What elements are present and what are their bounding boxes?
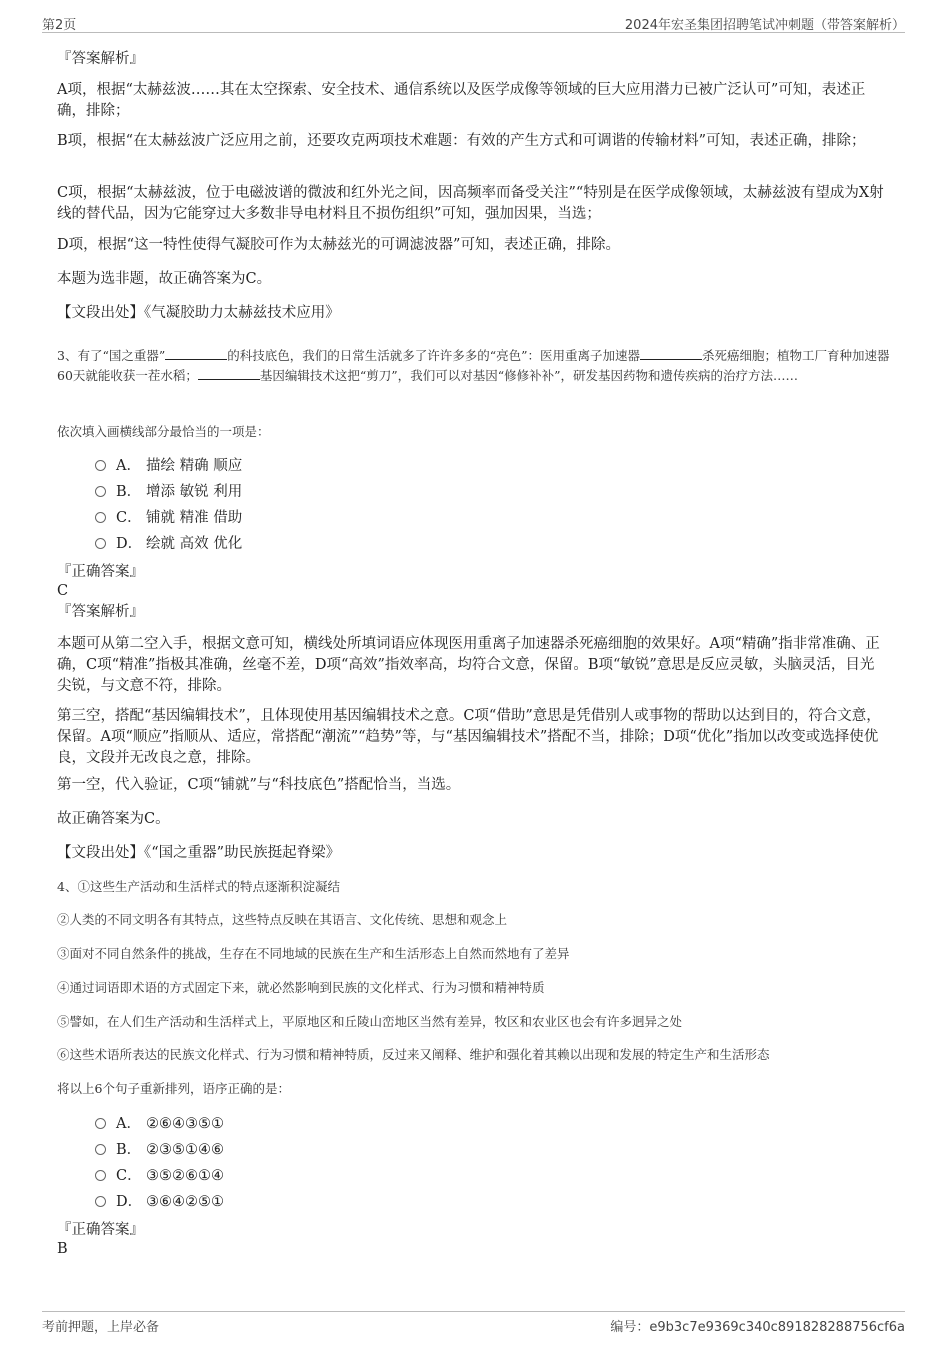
q2-source: 【文段出处】《气凝胶助力太赫兹技术应用》 bbox=[57, 305, 340, 321]
fill-blank-3 bbox=[198, 367, 260, 380]
page-footer bbox=[42, 1311, 905, 1334]
document-title: 2024年宏圣集团招聘笔试冲刺题（带答案解析） bbox=[624, 18, 905, 33]
q4-answer-label: 『正确答案』 bbox=[57, 1222, 144, 1238]
fill-blank-2 bbox=[640, 347, 702, 360]
q2-analysis-b: B项，根据“在太赫兹波广泛应用之前，还要攻克两项技术难题：有效的产生方式和可调谐的传输材料”可知，表述正确，排除； bbox=[57, 133, 866, 149]
q4-option-a[interactable]: A． ②⑥④③⑤① bbox=[95, 1114, 224, 1134]
radio-icon[interactable] bbox=[95, 1170, 106, 1181]
q2-analysis-c: C项，根据“太赫兹波，位于电磁波谱的微波和红外光之间，因高频率而备受关注”“特别是在医学成像领域，太赫兹波有望成为X射线的替代品，因为它能穿过大多数非导电材料且不损伤组织”可知，强加因果，当选； bbox=[57, 185, 884, 222]
radio-icon[interactable] bbox=[95, 1144, 106, 1155]
q3-analysis-1: 本题可从第二空入手，根据文意可知，横线处所填词语应体现医用重离子加速器杀死癌细胞的效果好。A项“精确”指非常准确、正确，C项“精准”指极其准确，丝毫不差，D项“高效”指效率高，均符合文意，保留。B项“敏锐”意思是反应灵敏，头脑灵活，目光尖锐，与文意不符，排除。 bbox=[57, 636, 880, 694]
q3-analysis-2: 第三空，搭配“基因编辑技术”，且体现使用基因编辑技术之意。C项“借助”意思是凭借别人或事物的帮助以达到目的，符合文意，保留。A项“顺应”指顺从、适应，常搭配“潮流”“趋势”等，与“基因编辑技术”搭配不当，排除；D项“优化”指加以改变或选择使优良，文段并无改良之意，排除。 bbox=[57, 708, 881, 766]
q4-option-c[interactable]: C． ③⑤②⑥①④ bbox=[95, 1166, 224, 1186]
page-header bbox=[42, 12, 905, 33]
q3-analysis-3: 第一空，代入验证，C项“铺就”与“科技底色”搭配恰当，当选。 bbox=[57, 777, 461, 793]
footer-slogan: 考前押题，上岸必备 bbox=[42, 1320, 160, 1335]
q4-sentence-6: ⑥这些术语所表达的民族文化样式、行为习惯和精神特质，反过来又阐释、维护和强化着其赖以出现和发展的特定生产和生活形态 bbox=[57, 1047, 770, 1062]
page-number: 第2页 bbox=[42, 18, 77, 33]
q3-answer-label: 『正确答案』 bbox=[57, 564, 144, 580]
q4-prompt: 将以上6个句子重新排列，语序正确的是： bbox=[57, 1081, 290, 1096]
radio-icon[interactable] bbox=[95, 512, 106, 523]
q2-analysis-d: D项，根据“这一特性使得气凝胶可作为太赫兹光的可调滤波器”可知，表述正确，排除。 bbox=[57, 237, 620, 253]
radio-icon[interactable] bbox=[95, 1196, 106, 1207]
radio-icon[interactable] bbox=[95, 460, 106, 471]
q3-option-d[interactable]: D． 绘就 高效 优化 bbox=[95, 534, 242, 554]
document-id: 编号：e9b3c7e9369c340c891828288756cf6a bbox=[610, 1320, 905, 1335]
radio-icon[interactable] bbox=[95, 1118, 106, 1129]
q3-conclusion: 故正确答案为C。 bbox=[57, 811, 170, 827]
fill-blank-1 bbox=[165, 347, 227, 360]
radio-icon[interactable] bbox=[95, 486, 106, 497]
q2-analysis-a: A项，根据“太赫兹波……其在太空探索、安全技术、通信系统以及医学成像等领域的巨大应用潜力已被广泛认可”可知，表述正确，排除； bbox=[57, 82, 866, 119]
q3-analysis-label: 『答案解析』 bbox=[57, 604, 144, 620]
q3-option-a[interactable]: A． 描绘 精确 顺应 bbox=[95, 456, 242, 476]
q3-option-c[interactable]: C． 铺就 精准 借助 bbox=[95, 508, 242, 528]
q2-analysis-label: 『答案解析』 bbox=[57, 51, 144, 67]
q4-sentence-4: ④通过词语即术语的方式固定下来，就必然影响到民族的文化样式、行为习惯和精神特质 bbox=[57, 980, 545, 995]
q4-option-d[interactable]: D． ③⑥④②⑤① bbox=[95, 1192, 224, 1212]
q4-sentence-2: ②人类的不同文明各有其特点，这些特点反映在其语言、文化传统、思想和观念上 bbox=[57, 912, 508, 927]
radio-icon[interactable] bbox=[95, 538, 106, 549]
q4-sentence-1: 4、①这些生产活动和生活样式的特点逐渐积淀凝结 bbox=[57, 879, 340, 894]
q3-answer: C bbox=[57, 583, 69, 599]
q4-option-b[interactable]: B． ②③⑤①④⑥ bbox=[95, 1140, 224, 1160]
q3-stem: 3、有了“国之重器” 的科技底色，我们的日常生活就多了许许多多的“亮色”：医用重离子加速器 杀死癌细胞；植物工厂育种加速器60天就能收获一茬水稻； 基因编辑技术这把“剪刀”，我们可以对基因“修修补补”，研发基因药物和遗传疾病的治疗方法…… bbox=[57, 348, 890, 383]
q3-prompt: 依次填入画横线部分最恰当的一项是： bbox=[57, 424, 270, 439]
q4-answer: B bbox=[57, 1241, 68, 1257]
q4-sentence-3: ③面对不同自然条件的挑战，生存在不同地域的民族在生产和生活形态上自然而然地有了差异 bbox=[57, 946, 570, 961]
q3-option-b[interactable]: B． 增添 敏锐 利用 bbox=[95, 482, 242, 502]
q3-source: 【文段出处】《“国之重器”助民族挺起脊梁》 bbox=[57, 845, 341, 861]
q2-conclusion: 本题为选非题，故正确答案为C。 bbox=[57, 271, 272, 287]
q4-sentence-5: ⑤譬如，在人们生产活动和生活样式上，平原地区和丘陵山峦地区当然有差异，牧区和农业区也会有许多迥异之处 bbox=[57, 1014, 683, 1029]
